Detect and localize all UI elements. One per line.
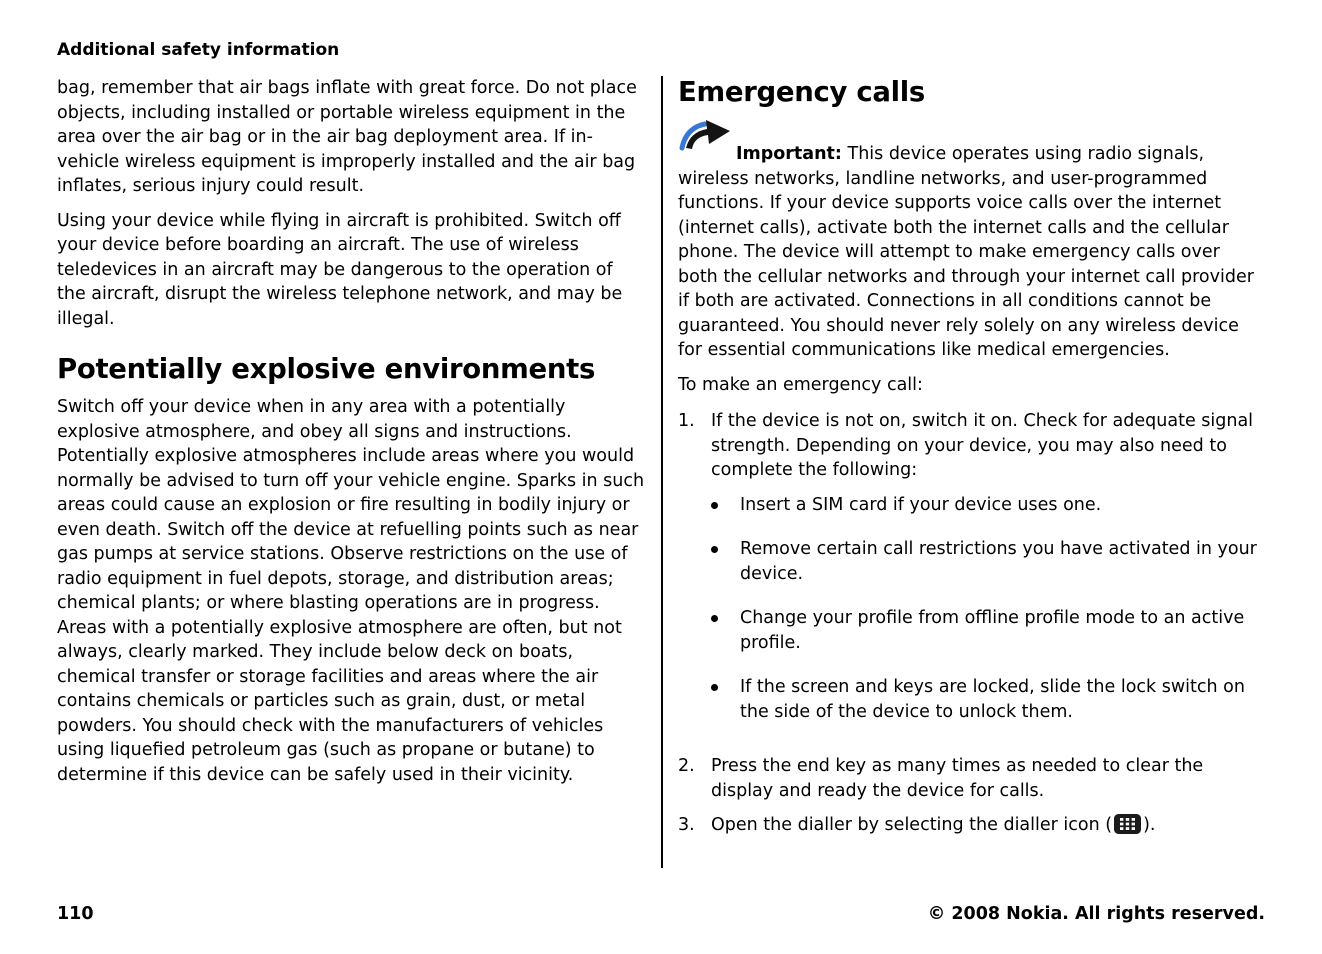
emergency-call-intro: To make an emergency call: [678,374,923,395]
bullet-dot-icon [711,493,740,528]
step-1-bullets [711,493,1265,735]
important-arrow-icon [678,114,734,154]
step-number: 2. [678,756,695,776]
paragraph-aircraft: Using your device while flying in aircraft is prohibited. Switch off your device before boarding an aircraft. The use of wireless teledevices in an aircraft may be dangerous to the operation of the aircraft, disrupt the wireless telephone network, and may be illegal. [57,210,623,329]
step-body [711,813,1265,838]
column-divider [661,76,663,868]
left-column [57,76,645,868]
page-footer [57,904,1265,924]
step-text [711,813,1265,838]
important-text: This device operates using radio signals, wireless networks, landline networks, and user-programmed functions. If your device supports voice calls over the internet (internet calls), activate both the internet calls and the cellular phone. The device will attempt to make emergency calls over both the cellular networks and through your internet call provider if both are activated. Connections in all conditions cannot be guaranteed. You should never rely solely on any wireless device for essential communications like medical emergencies. [678,144,1254,360]
step-text-before-icon: Open the dialler by selecting the dialler icon ( [711,815,1113,835]
step-2 [678,754,1265,803]
bullet-item [711,493,1265,528]
bullet-dot-icon [711,606,740,665]
step-number: 1. [678,411,695,431]
step-body [711,754,1265,803]
step-text-after-icon: ). [1143,815,1156,835]
step-number: 3. [678,815,695,835]
paragraph-airbag: bag, remember that air bags inflate with great force. Do not place objects, including installed or portable wireless equipment in the area over the air bag or in the air bag deployment area. If in-vehicle wireless equipment is improperly installed and the air bag inflates, serious injury could result. [57,78,637,196]
step-text: If the device is not on, switch it on. Check for adequate signal strength. Depending on your device, you may also need to complete the following: [711,411,1254,480]
bullet-dot-icon [711,675,740,734]
running-header: Additional safety information [57,40,340,60]
page-number: 110 [57,904,94,924]
section-heading-emergency-calls: Emergency calls [678,76,925,108]
bullet-item [711,606,1265,665]
bullet-text: Change your profile from offline profile mode to an active profile. [740,608,1245,653]
important-note [678,142,1265,363]
bullet-text: Remove certain call restrictions you have activated in your device. [740,539,1257,584]
step-text: Press the end key as many times as needed to clear the display and ready the device for calls. [711,756,1204,801]
bullet-text: If the screen and keys are locked, slide the lock switch on the side of the device to unlock them. [740,677,1245,722]
bullet-item [711,537,1265,596]
bullet-dot-icon [711,537,740,596]
copyright-notice: © 2008 Nokia. All rights reserved. [927,904,1265,924]
right-column [678,76,1265,868]
paragraph-explosive-environments: Switch off your device when in any area with a potentially explosive atmosphere, and obey all signs and instructions. Potentially explosive atmospheres include areas where you would normally be advised to turn off your vehicle engine. Sparks in such areas could cause an explosion or fire resulting in bodily injury or even death. Switch off the device at refuelling points such as near gas pumps at service stations. Observe restrictions on the use of radio equipment in fuel depots, storage, and distribution areas; chemical plants; or where blasting operations are in progress. Areas with a potentially explosive atmosphere are often, but not always, clearly marked. They include below deck on boats, chemical transfer or storage facilities and areas where the air contains chemicals or particles such as grain, dust, or metal powders. You should check with the manufacturers of vehicles using liquefied petroleum gas (such as propane or butane) to determine if this device can be safely used in their vicinity. [57,397,645,785]
step-3 [678,813,1265,838]
bullet-text: Insert a SIM card if your device uses one. [740,494,1102,515]
step-1 [678,409,1265,744]
important-label: Important: [736,144,842,164]
two-column-layout [57,76,1265,868]
important-paragraph [678,142,1265,363]
section-heading-potentially-explosive-environments: Potentially explosive environments [57,353,596,385]
dialler-keypad-icon [1114,814,1141,834]
step-body [711,409,1265,744]
bullet-item [711,675,1265,734]
steps-list [678,409,1265,838]
